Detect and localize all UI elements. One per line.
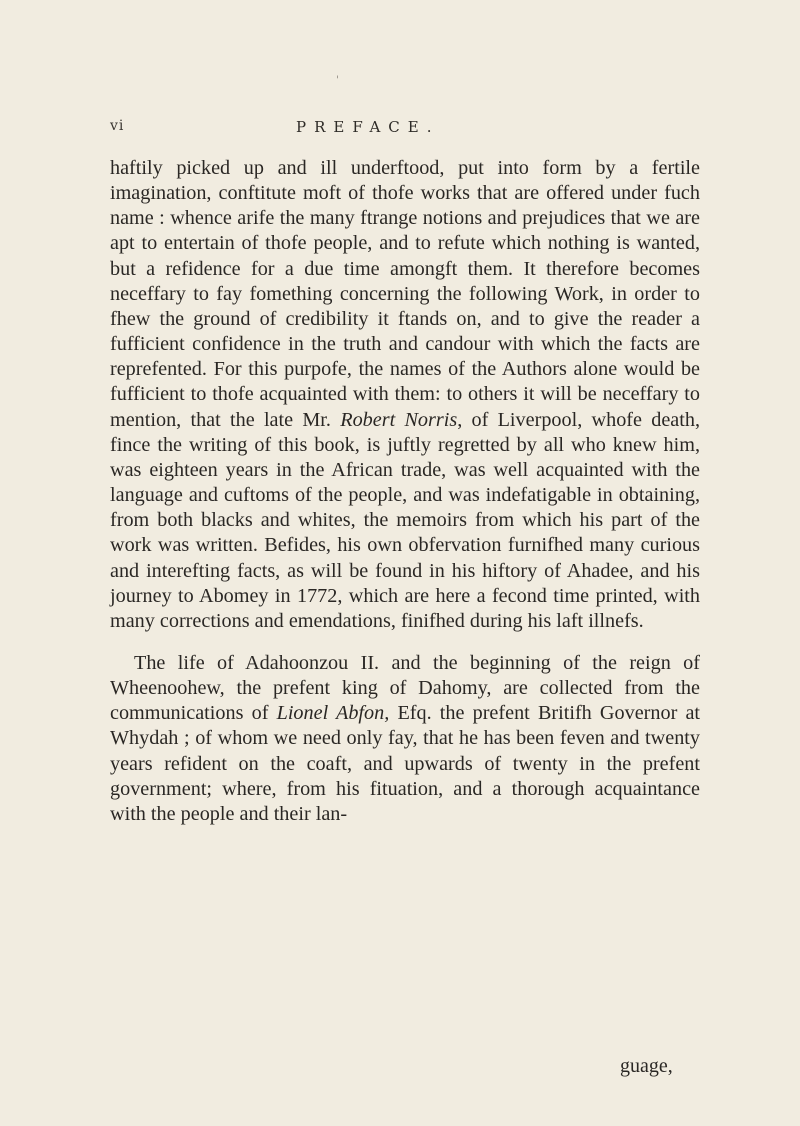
paragraph-1-text-b: , of Liverpool, whofe death, fince the writing of this book, is juftly regretted by all who knew him, was eighteen years in the African trade, was well acquainted with the language and cuftoms of the people, and was indefatigable in obtaining, from both blacks and whites, the memoirs from which his part of the work was written. Befides, his own obfervation furnifhed many curious and interefting facts, as will be found in his hiftory of Ahadee, and his journey to Abomey in 1772, which are here a fecond time printed, with many corrections and emendations, finifhed during his laft illnefs. (110, 408, 701, 632)
body-text (110, 156, 700, 827)
ink-speck: ' (336, 75, 339, 86)
paragraph-1-text-a: haftily picked up and ill underftood, put into form by a fertile imagination, conftitute moft of thofe works that are offered under fuch name : whence arife the many ftrange notions and prejudices that we are apt to entertain of thofe people, and to refute which nothing is wanted, but a refidence for a due time amongft them. It therefore becomes neceffary to fay fomething concerning the following Work, in order to fhew the ground of credibility it ftands on, and to give the reader a fufficient confidence in the truth and candour with which the facts are reprefented. For this purpofe, the names of the Authors alone would be fufficient to thofe acquainted with them: to others it will be neceffary to mention, that the late Mr. (110, 157, 700, 431)
catchword: guage, (620, 1055, 673, 1077)
paragraph-1 (110, 156, 700, 634)
author-name-lionel-abson: Lionel Abfon, (276, 702, 390, 725)
page-number: vi (110, 118, 125, 134)
running-head (110, 118, 710, 140)
paragraph-2 (110, 651, 700, 827)
paragraph-2-text-b: Efq. the prefent Britifh Governor at Whydah ; of whom we need only fay, that he has been feven and twenty years refident on the coaft, and upwards of twenty in the prefent government; where, from his fituation, and a thorough acquaintance with the people and their lan- (110, 702, 701, 825)
author-name-robert-norris: Robert Norris (340, 408, 458, 431)
paragraph-2-text-a: The life of Adahoonzou II. and the beginning of the reign of Wheenoohew, the prefent king of Dahomy, are collected from the communications of (110, 651, 700, 725)
running-title: PREFACE. (296, 118, 440, 136)
